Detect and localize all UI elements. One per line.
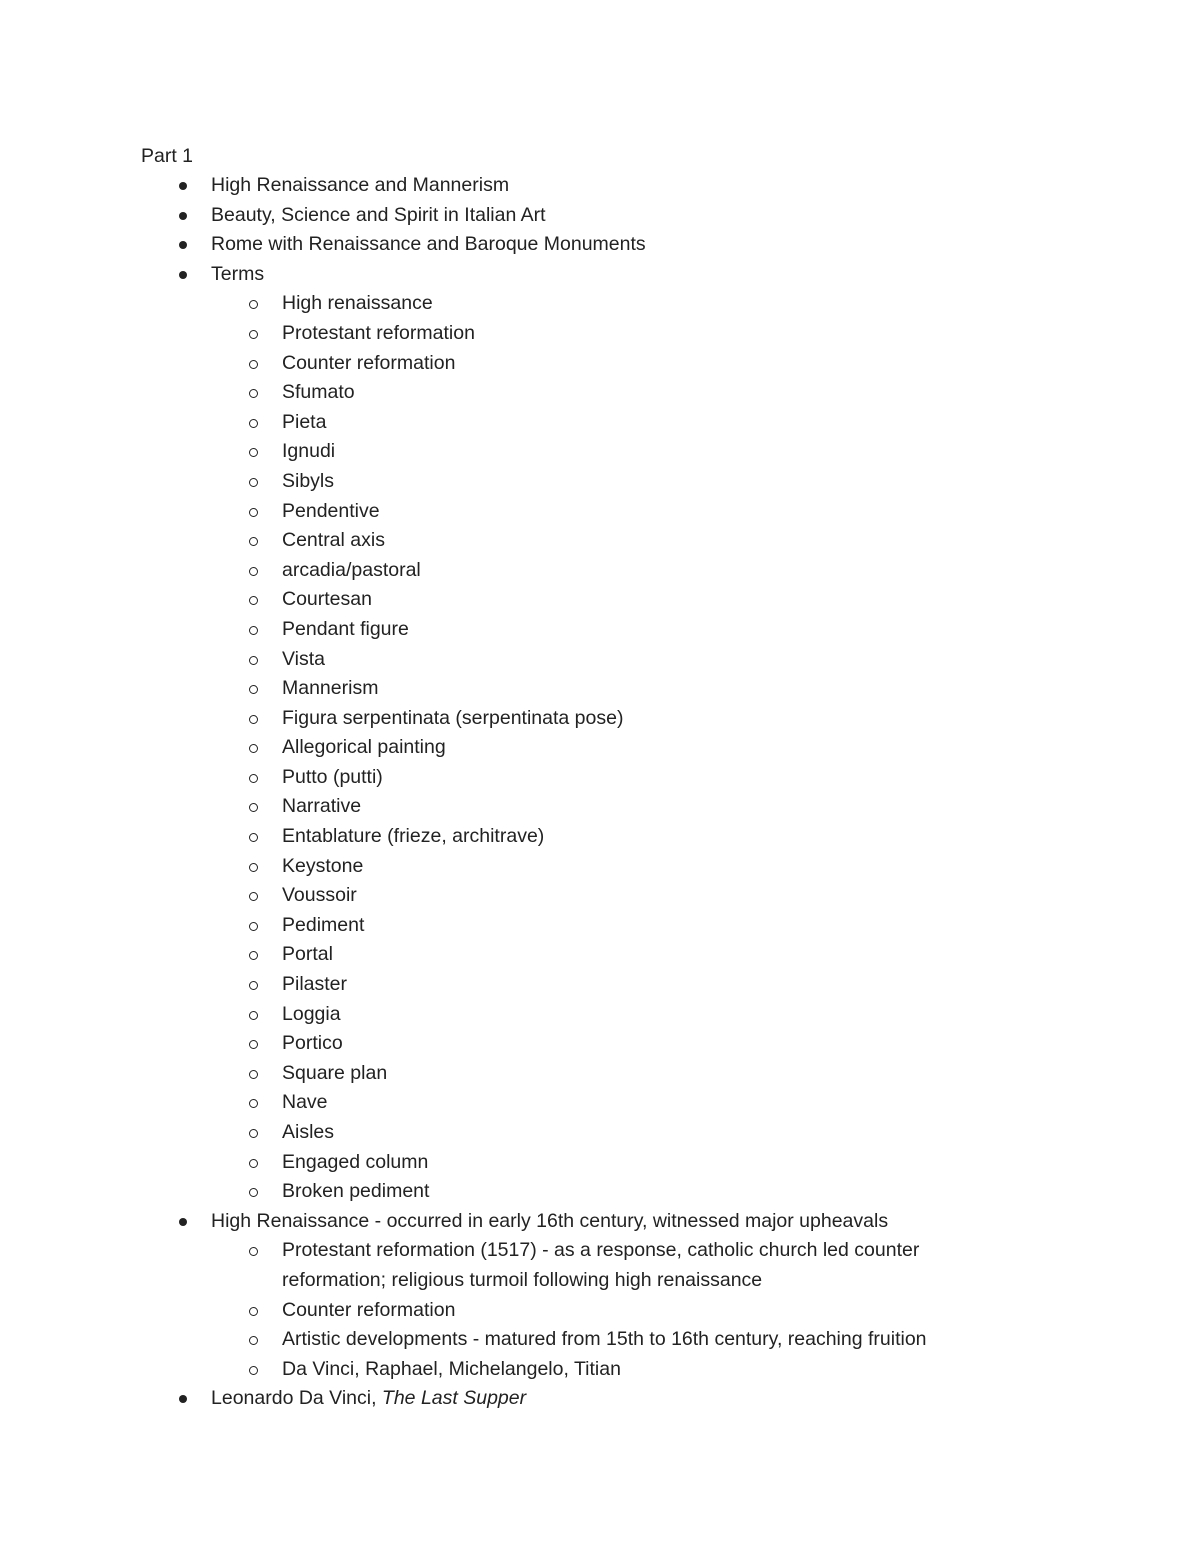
bullet-circle-icon xyxy=(249,1070,258,1079)
sub-list-item xyxy=(0,940,1200,970)
sub-list-item xyxy=(0,378,1200,408)
sub-list-item-text: Vista xyxy=(282,647,325,670)
document-heading: Part 1 xyxy=(141,145,194,167)
list-item-text: High Renaissance - occurred in early 16th century, witnessed major upheavals xyxy=(211,1209,889,1232)
sub-list-item-text: Mannerism xyxy=(282,677,379,700)
sub-list-item xyxy=(0,881,1200,911)
bullet-circle-icon xyxy=(249,478,258,487)
list-item-text: Beauty, Science and Spirit in Italian Art xyxy=(211,203,546,226)
sub-list-item xyxy=(0,289,1200,319)
bullet-list xyxy=(0,171,1200,1414)
sub-list-item-text: Pilaster xyxy=(282,973,348,996)
bullet-circle-icon xyxy=(249,626,258,635)
sub-list-item-text: Artistic developments - matured from 15th to 16th century, reaching fruition xyxy=(282,1328,927,1351)
bullet-circle-icon xyxy=(249,774,258,783)
sub-list-item-text: Broken pediment xyxy=(282,1180,430,1203)
sub-list-item-text: Square plan xyxy=(282,1061,388,1084)
sub-list-item-text: Putto (putti) xyxy=(282,765,383,788)
sub-list-item xyxy=(0,763,1200,793)
bullet-circle-icon xyxy=(249,419,258,428)
bullet-circle-icon xyxy=(249,300,258,309)
sub-list-item-text: Engaged column xyxy=(282,1150,429,1173)
sub-list-item-text: Counter reformation xyxy=(282,1298,456,1321)
sub-list-item xyxy=(0,585,1200,615)
bullet-circle-icon xyxy=(249,1011,258,1020)
bullet-circle-icon xyxy=(249,803,258,812)
sub-list-item-text: Central axis xyxy=(282,529,385,552)
sub-list-item xyxy=(0,467,1200,497)
list-item xyxy=(0,260,1200,290)
bullet-circle-icon xyxy=(249,744,258,753)
sub-list-item xyxy=(0,1088,1200,1118)
bullet-disc-icon xyxy=(179,241,187,249)
sub-list-item xyxy=(0,1148,1200,1178)
sub-list-item-text: High renaissance xyxy=(282,292,433,315)
sub-list-item xyxy=(0,704,1200,734)
sub-list-item xyxy=(0,437,1200,467)
bullet-circle-icon xyxy=(249,715,258,724)
bullet-circle-icon xyxy=(249,833,258,842)
artwork-title: The Last Supper xyxy=(381,1387,527,1410)
sub-list-item-text: Pendant figure xyxy=(282,617,409,640)
sub-list-item-text: Loggia xyxy=(282,1002,341,1025)
bullet-circle-icon xyxy=(249,685,258,694)
bullet-circle-icon xyxy=(249,448,258,457)
bullet-circle-icon xyxy=(249,863,258,872)
list-item xyxy=(0,201,1200,231)
list-item-text: Rome with Renaissance and Baroque Monuments xyxy=(211,233,646,256)
sub-list-item xyxy=(0,792,1200,822)
bullet-disc-icon xyxy=(179,1218,187,1226)
bullet-circle-icon xyxy=(249,1247,258,1256)
bullet-circle-icon xyxy=(249,1188,258,1197)
list-item-text: Leonardo Da Vinci, xyxy=(211,1387,382,1410)
sub-list-item xyxy=(0,1059,1200,1089)
sub-list-item-text: Nave xyxy=(282,1091,328,1114)
bullet-circle-icon xyxy=(249,951,258,960)
sub-list-item xyxy=(0,556,1200,586)
sub-list-item-text: Portico xyxy=(282,1032,343,1055)
list-item xyxy=(0,1207,1200,1237)
list-item-text: High Renaissance and Mannerism xyxy=(211,174,510,196)
sub-list-item xyxy=(0,911,1200,941)
sub-list-item xyxy=(0,1296,1200,1326)
bullet-circle-icon xyxy=(249,1099,258,1108)
bullet-circle-icon xyxy=(249,508,258,517)
bullet-circle-icon xyxy=(249,330,258,339)
sub-list-item-text: arcadia/pastoral xyxy=(282,558,421,581)
sub-list-item xyxy=(0,497,1200,527)
sub-list-item-text: Sibyls xyxy=(282,469,335,492)
sub-list-item-text: Protestant reformation (1517) - as a response, catholic church led counter reformation; religious turmoil following high renaissance xyxy=(282,1239,920,1291)
bullet-circle-icon xyxy=(249,981,258,990)
sub-list-item xyxy=(0,1236,1200,1295)
list-item-text: Terms xyxy=(211,262,265,285)
sub-list-item xyxy=(0,674,1200,704)
sub-list-item xyxy=(0,645,1200,675)
sub-list-item-text: Sfumato xyxy=(282,381,355,404)
bullet-circle-icon xyxy=(249,360,258,369)
bullet-disc-icon xyxy=(179,182,187,190)
sub-list-item xyxy=(0,1355,1200,1385)
sub-list-item-text: Pendentive xyxy=(282,499,380,522)
sub-list-item-text: Aisles xyxy=(282,1121,335,1143)
bullet-circle-icon xyxy=(249,537,258,546)
sub-list-item xyxy=(0,526,1200,556)
sub-list-item-text: Figura serpentinata (serpentinata pose) xyxy=(282,706,624,729)
list-item xyxy=(0,171,1200,201)
sub-list-item xyxy=(0,852,1200,882)
sub-list-item xyxy=(0,349,1200,379)
bullet-circle-icon xyxy=(249,567,258,576)
sub-list-item-text: Courtesan xyxy=(282,588,372,611)
sub-list-item-text: Voussoir xyxy=(282,884,357,907)
sub-list-item xyxy=(0,1325,1200,1355)
sub-list-item-text: Ignudi xyxy=(282,440,336,463)
sub-list-item-text: Pieta xyxy=(282,410,327,433)
bullet-circle-icon xyxy=(249,1307,258,1316)
sub-list-item xyxy=(0,970,1200,1000)
sub-list-item xyxy=(0,408,1200,438)
sub-list-item xyxy=(0,1029,1200,1059)
sub-list-item-text: Protestant reformation xyxy=(282,321,475,344)
bullet-circle-icon xyxy=(249,922,258,931)
sub-list-item-text: Allegorical painting xyxy=(282,736,446,759)
sub-list-item-text: Da Vinci, Raphael, Michelangelo, Titian xyxy=(282,1357,621,1380)
bullet-disc-icon xyxy=(179,271,187,279)
bullet-circle-icon xyxy=(249,1366,258,1375)
bullet-circle-icon xyxy=(249,892,258,901)
sub-list-item xyxy=(0,733,1200,763)
bullet-circle-icon xyxy=(249,1040,258,1049)
bullet-circle-icon xyxy=(249,596,258,605)
sub-list-item-text: Pediment xyxy=(282,913,365,936)
sub-list-item xyxy=(0,1177,1200,1207)
sub-list-item-text: Narrative xyxy=(282,795,362,818)
bullet-disc-icon xyxy=(179,1395,187,1403)
sub-list-item xyxy=(0,1118,1200,1148)
sub-list-item xyxy=(0,822,1200,852)
sub-list-item xyxy=(0,615,1200,645)
list-item xyxy=(0,230,1200,260)
bullet-disc-icon xyxy=(179,212,187,220)
sub-list-item-text: Keystone xyxy=(282,854,364,877)
bullet-circle-icon xyxy=(249,656,258,665)
sub-list-item xyxy=(0,319,1200,349)
bullet-circle-icon xyxy=(249,1159,258,1168)
sub-list-item-text: Entablature (frieze, architrave) xyxy=(282,825,545,848)
sub-list-item-text: Portal xyxy=(282,943,333,966)
bullet-circle-icon xyxy=(249,1129,258,1138)
list-item xyxy=(0,1384,1200,1414)
sub-list-item xyxy=(0,1000,1200,1030)
sub-list-item-text: Counter reformation xyxy=(282,351,456,374)
bullet-circle-icon xyxy=(249,1336,258,1345)
bullet-circle-icon xyxy=(249,389,258,398)
